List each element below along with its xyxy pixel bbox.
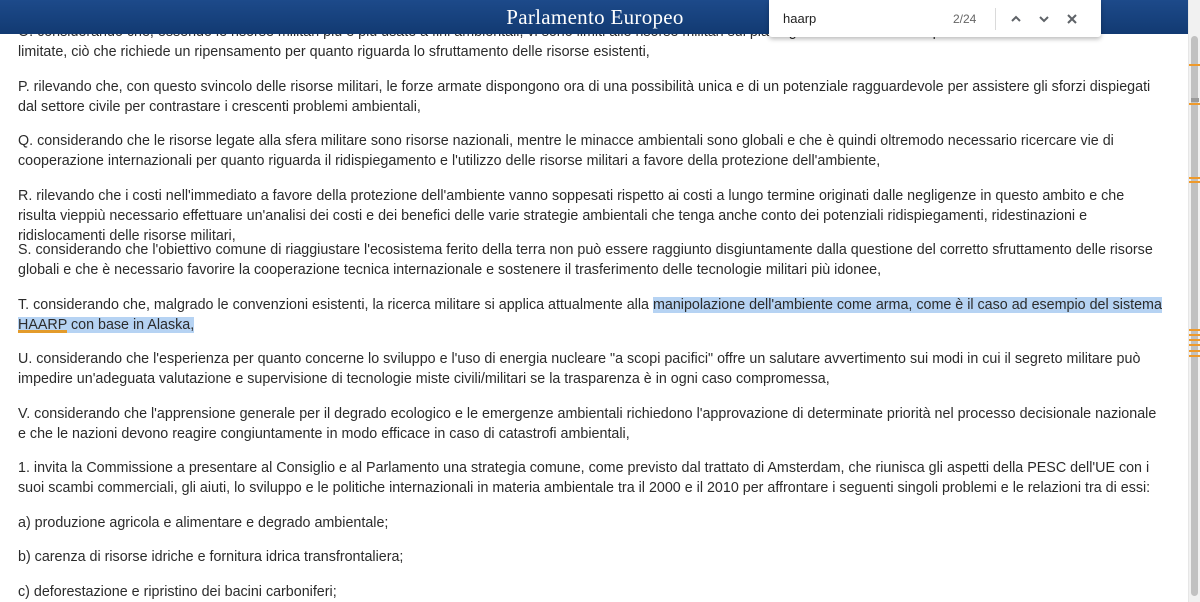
find-next-button[interactable] [1030,5,1058,33]
match-marker [1189,350,1200,352]
search-highlight: manipolazione dell'ambiente come arma, come è il caso ad esempio del sistema HAARP con base in Alaska, [18,297,1162,333]
match-marker [1189,334,1200,336]
paragraph-c: c) deforestazione e ripristino dei bacini carboniferi; [18,584,337,600]
chevron-up-icon [1010,13,1022,25]
chevron-down-icon [1038,13,1050,25]
partial-paragraph-line2: limitate, ciò che richiede un ripensamento per quanto riguarda lo sfruttamento delle risorse esistenti, [18,44,650,60]
match-marker [1189,344,1200,346]
current-match-marker [1191,98,1199,102]
paragraph-p: P. rilevando che, con questo svincolo delle risorse militari, le forze armate dispongono ora di una possibilità unica e di un potenziale ragguardevole per assistere gli sforzi dispiegati dal settore civile per contrastare i crescenti problemi ambientali, [18,79,1151,115]
find-bar [769,0,1101,37]
match-marker [1189,177,1200,179]
match-marker [1189,181,1200,183]
paragraph-r: R. rilevando che i costi nell'immediato a favore della protezione dell'ambiente vanno soppesati rispetto ai costi a lungo termine originati dalle negligenze in questo ambito e che risulta vieppiù necessario effettuare un'analisi dei costi e dei benefici delle varie strategie ambientali che tenga anche conto dei potenziali ridispiegamenti, ridestinazioni e ridislocamenti delle risorse militari, [18,188,1125,244]
match-marker [1189,64,1200,66]
paragraph-b: b) carenza di risorse idriche e fornitura idrica transfrontaliera; [18,549,404,565]
current-search-match: HAARP [18,317,67,333]
paragraph-v: V. considerando che l'apprensione generale per il degrado ecologico e le emergenze ambientali richiedono l'approvazione di determinate priorità nel processo decisionale nazionale e che le nazioni devono reagire congiuntamente in modo efficace in caso di catastrofi ambientali, [18,406,1157,442]
find-separator [995,8,996,30]
paragraph-s: S. considerando che l'obiettivo comune di riaggiustare l'ecosistema ferito della terra non può essere raggiunto disgiuntamente dalla questione del corretto sfruttamento delle risorse globali e che è necessario favorire la cooperazione tecnica internazionale e sostenere il trasferimento delle tecnologie militari più idonee, [18,242,1153,278]
find-input[interactable] [783,8,933,30]
match-marker [1189,355,1200,357]
find-previous-button[interactable] [1002,5,1030,33]
site-title: Parlamento Europeo [506,4,684,29]
find-close-button[interactable] [1058,5,1086,33]
close-icon [1066,13,1078,25]
paragraph-u: U. considerando che l'esperienza per quanto concerne lo sviluppo e l'uso di energia nucleare "a scopi pacifici" offre un salutare avvertimento sui modi in cui il segreto militare può impedire un'adeguata valutazione e supervisione di tecnologie miste civili/militari se la trasparenza è in ogni caso compromessa, [18,351,1141,387]
find-match-count: 2/24 [953,11,977,26]
paragraph-1: 1. invita la Commissione a presentare al Consiglio e al Parlamento una strategia comune, come previsto dal trattato di Amsterdam, che riunisca gli aspetti della PESC dell'UE con i suoi scambi commerciali, gli aiuti, lo sviluppo e le politiche internazionali in materia ambientale tra il 2000 e il 2010 per affrontare i seguenti singoli problemi e le relazioni tra di essi: [18,460,1151,496]
paragraph-t: T. considerando che, malgrado le convenzioni esistenti, la ricerca militare si applica attualmente alla manipolazione dell'ambiente come arma, come è il caso ad esempio del sistema HAARP con base in Alaska, [18,297,1162,333]
paragraph-a: a) produzione agricola e alimentare e degrado ambientale; [18,515,389,531]
vertical-scrollbar[interactable] [1188,0,1200,602]
match-marker [1189,103,1200,105]
match-marker [1189,329,1200,331]
scrollbar-thumb[interactable] [1191,36,1198,596]
paragraph-q: Q. considerando che le risorse legate alla sfera militare sono risorse nazionali, mentre le minacce ambientali sono globali e che è quindi oltremodo necessario ricercare vie di cooperazione internazionali per quanto riguarda il ridispiegamento e l'utilizzo delle risorse militari a favore della protezione dell'ambiente, [18,133,1114,169]
match-marker [1189,339,1200,341]
